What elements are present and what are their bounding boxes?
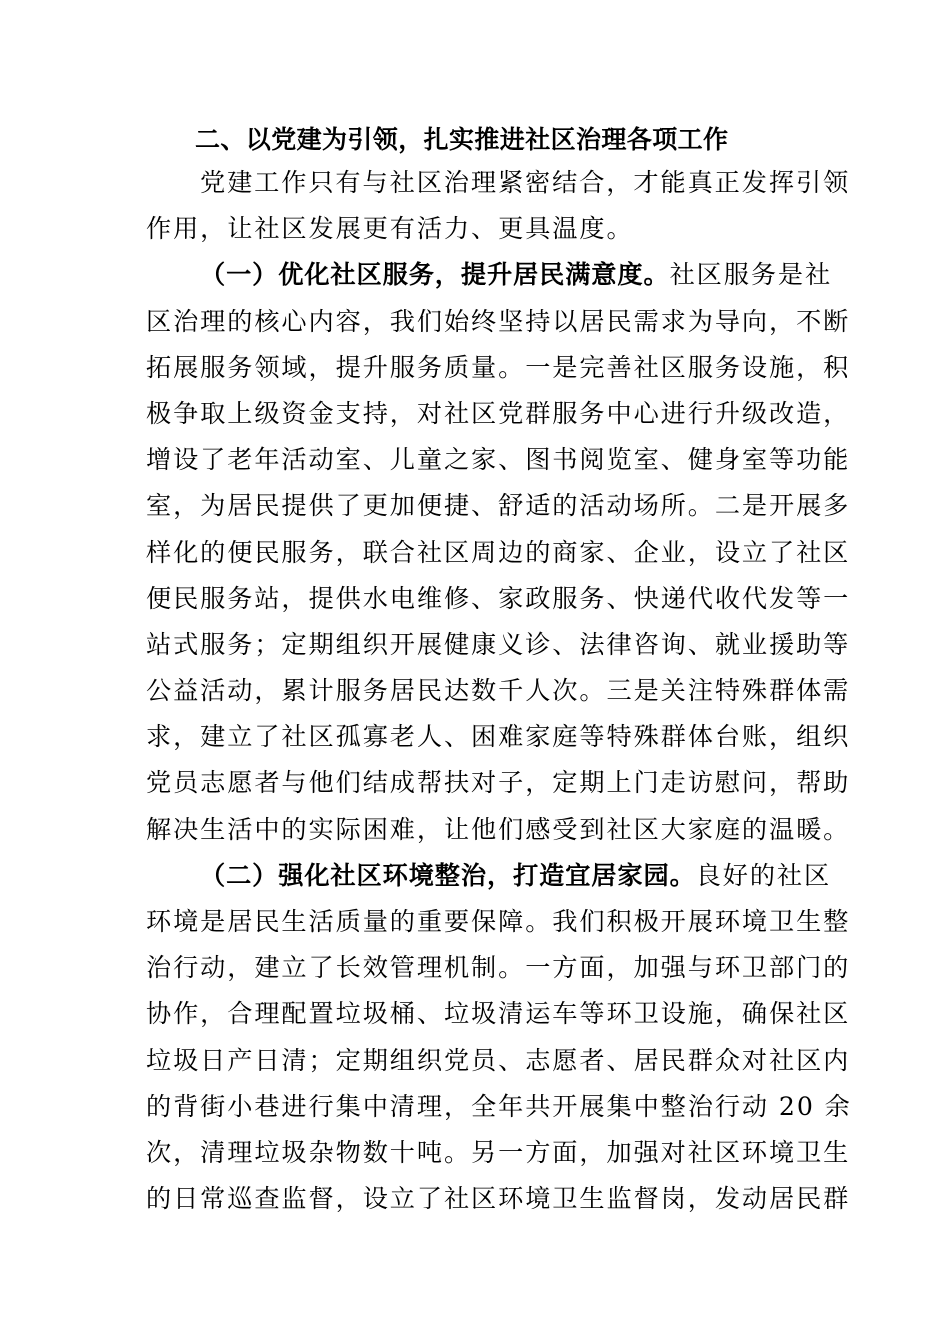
paragraph-lead: （二）强化社区环境整治，打造宜居家园。	[200, 860, 696, 890]
text-line	[146, 391, 851, 437]
line-text: 次，清理垃圾杂物数十吨。另一方面，加强对社区环境卫生	[146, 1137, 851, 1167]
line-text: 环境是居民生活质量的重要保障。我们积极开展环境卫生整	[146, 907, 851, 936]
text-line	[146, 252, 833, 298]
line-text: 治行动，建立了长效管理机制。一方面，加强与环卫部门的	[146, 953, 851, 983]
line-text: 站式服务；定期组织开展健康义诊、法律咨询、就业援助等	[146, 629, 851, 659]
line-text: 拓展服务领域，提升服务质量。一是完善社区服务设施，积	[146, 352, 851, 382]
section-heading: 二、以党建为引领，扎实推进社区治理各项工作	[195, 125, 729, 154]
text-line	[146, 807, 851, 853]
line-text: 室，为居民提供了更加便捷、舒适的活动场所。二是开展多	[146, 491, 851, 521]
line-text: 极争取上级资金支持，对社区党群服务中心进行升级改造，	[146, 398, 851, 428]
text-line	[146, 714, 851, 760]
line-text: 样化的便民服务，联合社区周边的商家、企业，设立了社区	[146, 537, 851, 567]
line-text: 公益活动，累计服务居民达数千人次。三是关注特殊群体需	[146, 676, 851, 706]
text-line	[146, 760, 851, 806]
line-text: 良好的社区	[695, 860, 832, 890]
text-line	[146, 945, 851, 991]
line-text: 社区服务是社	[669, 260, 833, 290]
text-line	[146, 299, 851, 345]
line-text: 区治理的核心内容，我们始终坚持以居民需求为导向，不断	[146, 306, 851, 336]
line-text: 垃圾日产日清；定期组织党员、志愿者、居民群众对社区内	[146, 1045, 851, 1075]
text-line	[146, 345, 851, 391]
line-text: 的背街小巷进行集中清理，全年共开展集中整治行动 20 余	[146, 1091, 852, 1121]
text-line	[146, 991, 851, 1037]
line-text: 党员志愿者与他们结成帮扶对子，定期上门走访慰问，帮助	[146, 768, 851, 798]
line-text: 增设了老年活动室、儿童之家、图书阅览室、健身室等功能	[146, 445, 851, 475]
text-line	[146, 1130, 851, 1176]
line-text: 求，建立了社区孤寡老人、困难家庭等特殊群体台账，组织	[146, 722, 851, 752]
text-line	[146, 899, 851, 945]
text-line	[146, 668, 851, 714]
line-text: 党建工作只有与社区治理紧密结合，才能真正发挥引领	[200, 168, 851, 197]
text-line	[146, 1084, 852, 1130]
text-line	[146, 622, 851, 668]
line-text: 的日常巡查监督，设立了社区环境卫生监督岗，发动居民群	[146, 1184, 851, 1214]
line-text: 作用，让社区发展更有活力、更具温度。	[146, 214, 634, 244]
text-line	[146, 437, 851, 483]
line-text: 解决生活中的实际困难，让他们感受到社区大家庭的温暖。	[146, 814, 851, 844]
line-text: 协作，合理配置垃圾桶、垃圾清运车等环卫设施，确保社区	[146, 999, 851, 1029]
text-line	[146, 1038, 851, 1084]
text-line	[146, 1176, 851, 1222]
body-text	[146, 160, 852, 1222]
text-line	[146, 483, 851, 529]
text-line	[146, 160, 851, 206]
paragraph-lead: （一）优化社区服务，提升居民满意度。	[200, 260, 670, 290]
text-line	[146, 530, 851, 576]
line-text: 便民服务站，提供水电维修、家政服务、快递代收代发等一	[146, 583, 851, 613]
text-line	[146, 576, 851, 622]
text-line	[146, 853, 832, 899]
text-line	[146, 206, 806, 252]
